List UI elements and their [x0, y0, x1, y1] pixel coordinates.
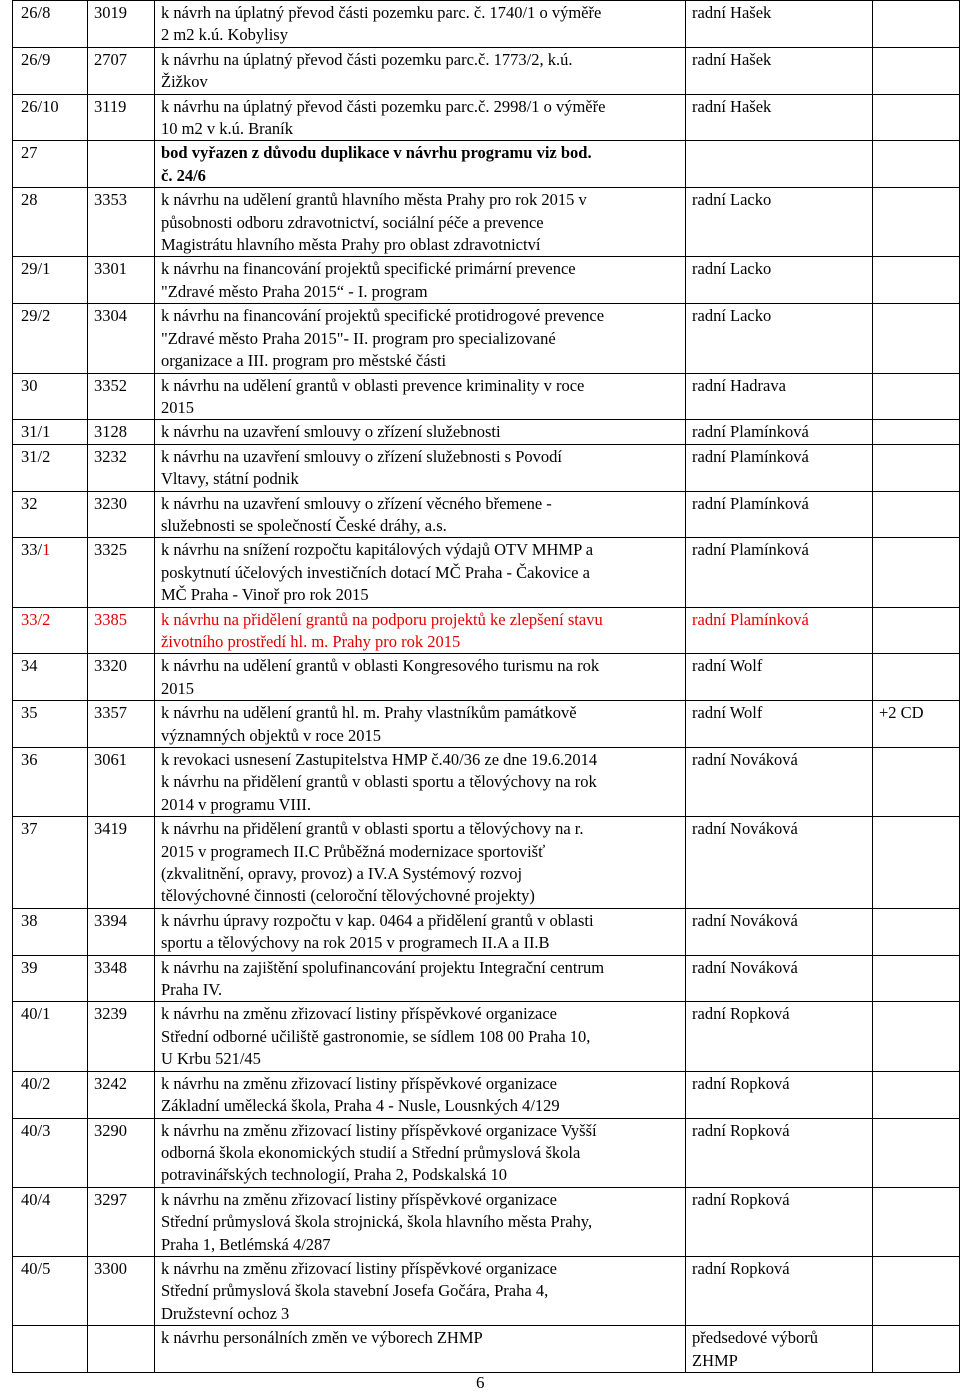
presenter: [686, 420, 873, 444]
presenter: [686, 817, 873, 909]
title-line: bod vyřazen z důvodu duplikace v návrhu programu viz bod.: [161, 143, 592, 163]
agenda-row: [13, 1256, 960, 1325]
extra-note: [873, 1256, 960, 1325]
item-number: [13, 47, 88, 94]
title-line: (zkvalitnění, opravy, provoz) a IV.A Systémový rozvoj: [161, 864, 523, 884]
presenter: [686, 748, 873, 817]
title-line: č. 24/6: [161, 165, 206, 185]
item-number-text: 26/8: [21, 3, 51, 22]
title-line: k návrhu na udělení grantů hlavního města Prahy pro rok 2015 v: [161, 190, 587, 210]
print-number: 3242: [88, 1071, 155, 1118]
presenter: [686, 955, 873, 1002]
title-line: k návrhu na uzavření smlouvy o zřízení služebnosti: [161, 422, 501, 442]
item-title: [155, 817, 686, 909]
title-line: MČ Praha - Vinoř pro rok 2015: [161, 585, 369, 605]
item-title: [155, 1071, 686, 1118]
agenda-row: [13, 607, 960, 654]
presenter: [686, 257, 873, 304]
title-line: U Krbu 521/45: [161, 1049, 261, 1069]
agenda-row: [13, 654, 960, 701]
item-number: [13, 1071, 88, 1118]
print-number: 3019: [88, 1, 155, 48]
item-title: [155, 607, 686, 654]
agenda-row: [13, 955, 960, 1002]
extra-note: [873, 1002, 960, 1071]
print-number: 3301: [88, 257, 155, 304]
title-line: 2 m2 k.ú. Kobylisy: [161, 25, 288, 45]
item-number: [13, 701, 88, 748]
title-line: Vltavy, státní podnik: [161, 469, 299, 489]
item-number-text: 39: [21, 957, 38, 977]
print-number: [88, 1326, 155, 1373]
title-line: k návrhu na financování projektů specifické protidrogové prevence: [161, 306, 605, 326]
item-number-text: 34: [21, 656, 38, 676]
presenter: [686, 701, 873, 748]
title-line: významných objektů v roce 2015: [161, 725, 381, 745]
title-line: k návrhu na udělení grantů v oblasti Kongresového turismu na rok: [161, 656, 600, 676]
extra-note: [873, 420, 960, 444]
item-title: [155, 420, 686, 444]
title-line: Družstevní ochoz 3: [161, 1303, 290, 1323]
agenda-row: [13, 1118, 960, 1187]
presenter: [686, 1071, 873, 1118]
print-number: 3348: [88, 955, 155, 1002]
agenda-row: [13, 1071, 960, 1118]
extra-note: [873, 1326, 960, 1373]
item-number-text: 40/3: [21, 1120, 51, 1140]
title-line: Praha 1, Betlémská 4/287: [161, 1234, 331, 1254]
presenter: [686, 1002, 873, 1071]
title-line: k návrhu na změnu zřizovací listiny příspěvkové organizace Vyšší: [161, 1120, 597, 1140]
extra-note: [873, 94, 960, 141]
title-line: Praha IV.: [161, 980, 223, 1000]
item-number: [13, 420, 88, 444]
item-number: [13, 141, 88, 188]
title-line: sportu a tělovýchovy na rok 2015 v programech II.A a II.B: [161, 933, 550, 953]
presenter-line: radní Nováková: [692, 750, 798, 769]
title-line: k návrhu na změnu zřizovací listiny příspěvkové organizace: [161, 1258, 558, 1278]
presenter-line: radní Hadrava: [692, 375, 786, 395]
extra-note: +2 CD: [873, 701, 960, 748]
item-number: [13, 304, 88, 373]
extra-note: [873, 955, 960, 1002]
title-line: životního prostředí hl. m. Prahy pro rok 2015: [161, 631, 461, 651]
print-number: 3297: [88, 1187, 155, 1256]
extra-note: [873, 141, 960, 188]
presenter-line: radní Wolf: [692, 703, 763, 723]
item-number-text: 38: [21, 910, 38, 930]
title-line: organizace a III. program pro městské části: [161, 351, 447, 371]
extra-note: [873, 1, 960, 48]
extra-note: [873, 47, 960, 94]
presenter-line: radní Lacko: [692, 190, 772, 210]
item-number: [13, 654, 88, 701]
presenter: [686, 94, 873, 141]
agenda-row: [13, 701, 960, 748]
item-title: [155, 908, 686, 955]
item-number-text: 31/2: [21, 446, 51, 466]
title-line: k návrhu na uzavření smlouvy o zřízení služebnosti s Povodí: [161, 446, 562, 466]
agenda-row: [13, 420, 960, 444]
item-title: [155, 1, 686, 48]
item-number-text: 40/5: [21, 1258, 51, 1278]
item-number: [13, 607, 88, 654]
item-number: [13, 1002, 88, 1071]
title-line: Střední průmyslová škola stavební Josefa Gočára, Praha 4,: [161, 1281, 549, 1301]
presenter: [686, 538, 873, 607]
print-number: 3385: [88, 607, 155, 654]
item-number-text: 28: [21, 190, 38, 210]
presenter: [686, 491, 873, 538]
title-line: odborná škola ekonomických studií a Střední průmyslová škola: [161, 1142, 581, 1162]
item-number-text: 36: [21, 750, 38, 769]
extra-note: [873, 257, 960, 304]
presenter-line: radní Hašek: [692, 49, 772, 69]
presenter-line: radní Plamínková: [692, 540, 809, 560]
print-number: 3128: [88, 420, 155, 444]
extra-note: [873, 538, 960, 607]
agenda-row: [13, 1187, 960, 1256]
title-line: k návrhu na zajištění spolufinancování projektu Integrační centrum: [161, 957, 605, 977]
item-title: [155, 257, 686, 304]
agenda-row: [13, 538, 960, 607]
item-number: [13, 817, 88, 909]
page-number: 6: [476, 1373, 485, 1392]
agenda-row: [13, 491, 960, 538]
title-line: služebnosti se společností České dráhy, a.s.: [161, 515, 447, 535]
title-line: k návrhu na udělení grantů hl. m. Prahy vlastníkům památkově: [161, 703, 577, 723]
agenda-row: [13, 257, 960, 304]
print-number: 3061: [88, 748, 155, 817]
title-line: Střední odborné učiliště gastronomie, se sídlem 108 00 Praha 10,: [161, 1026, 591, 1046]
item-number: [13, 444, 88, 491]
item-number-text: 40/2: [21, 1073, 51, 1093]
presenter-line: radní Ropková: [692, 1073, 790, 1093]
item-number-text: 35: [21, 703, 38, 723]
item-title: [155, 444, 686, 491]
item-number: [13, 955, 88, 1002]
presenter-line: radní Ropková: [692, 1120, 790, 1140]
presenter-line: radní Wolf: [692, 656, 763, 676]
agenda-row: [13, 817, 960, 909]
item-title: [155, 701, 686, 748]
print-number: 2707: [88, 47, 155, 94]
agenda-table: [12, 0, 960, 1373]
item-number-text: 33/: [21, 540, 43, 560]
presenter: [686, 908, 873, 955]
presenter: [686, 304, 873, 373]
item-number-text: 29/1: [21, 259, 51, 279]
title-line: "Zdravé město Praha 2015"- II. program pro specializované: [161, 328, 556, 348]
title-line: k návrhu na úplatný převod části pozemku parc.č. 1773/2, k.ú.: [161, 49, 573, 69]
extra-note: [873, 373, 960, 420]
item-number-text: 40/1: [21, 1004, 51, 1024]
title-line: 2015: [161, 397, 194, 417]
presenter: [686, 607, 873, 654]
agenda-row: [13, 908, 960, 955]
item-number: [13, 538, 88, 607]
item-number: [13, 94, 88, 141]
print-number: [88, 141, 155, 188]
title-line: "Zdravé město Praha 2015“ - I. program: [161, 281, 428, 301]
item-title: [155, 94, 686, 141]
extra-note: [873, 188, 960, 257]
presenter: [686, 1, 873, 48]
item-number: [13, 491, 88, 538]
agenda-row: [13, 188, 960, 257]
print-number: 3394: [88, 908, 155, 955]
presenter: [686, 1118, 873, 1187]
item-number-text: 33/2: [21, 609, 51, 629]
title-line: 2015 v programech II.C Průběžná modernizace sportovišť: [161, 841, 546, 861]
item-title: [155, 1002, 686, 1071]
agenda-row: [13, 748, 960, 817]
presenter-line: radní Nováková: [692, 819, 798, 839]
item-number-text: 26/9: [21, 49, 51, 69]
extra-note: [873, 654, 960, 701]
print-number: 3357: [88, 701, 155, 748]
item-title: [155, 141, 686, 188]
extra-note: [873, 908, 960, 955]
item-number: [13, 1187, 88, 1256]
item-number: [13, 188, 88, 257]
title-line: k návrhu na financování projektů specifické primární prevence: [161, 259, 576, 279]
extra-note: [873, 444, 960, 491]
extra-note: [873, 1187, 960, 1256]
item-number: [13, 748, 88, 817]
print-number: 3300: [88, 1256, 155, 1325]
print-number: 3352: [88, 373, 155, 420]
presenter: [686, 141, 873, 188]
item-number: [13, 1, 88, 48]
presenter-line: předsedové výborů: [692, 1328, 819, 1348]
item-title: [155, 955, 686, 1002]
item-title: [155, 373, 686, 420]
agenda-row: [13, 1002, 960, 1071]
title-line: k návrhu na změnu zřizovací listiny příspěvkové organizace: [161, 1189, 558, 1209]
presenter-line: radní Hašek: [692, 96, 772, 116]
extra-note: [873, 1071, 960, 1118]
agenda-row: [13, 141, 960, 188]
extra-note: [873, 817, 960, 909]
print-number: 3119: [88, 94, 155, 141]
print-number: 3419: [88, 817, 155, 909]
presenter: [686, 1256, 873, 1325]
item-number: [13, 1256, 88, 1325]
item-title: [155, 491, 686, 538]
presenter-line: radní Plamínková: [692, 493, 809, 513]
item-number: [13, 1118, 88, 1187]
item-number-text: 27: [21, 143, 38, 163]
item-title: [155, 1326, 686, 1373]
presenter-line: radní Plamínková: [692, 446, 809, 466]
title-line: Magistrátu hlavního města Prahy pro oblast zdravotnictví: [161, 235, 541, 255]
title-line: 2014 v programu VIII.: [161, 794, 311, 814]
title-line: k návrhu na snížení rozpočtu kapitálových výdajů OTV MHMP a: [161, 540, 594, 560]
presenter-line: radní Ropková: [692, 1258, 790, 1278]
item-number-text: 32: [21, 493, 38, 513]
presenter-line: radní Nováková: [692, 957, 798, 977]
print-number: 3239: [88, 1002, 155, 1071]
presenter-line: radní Nováková: [692, 910, 798, 930]
item-title: [155, 1187, 686, 1256]
agenda-row: [13, 1, 960, 48]
presenter-line: ZHMP: [692, 1350, 738, 1370]
presenter-line: radní Lacko: [692, 306, 772, 326]
title-line: k návrhu na udělení grantů v oblasti prevence kriminality v roce: [161, 375, 585, 395]
item-number: [13, 373, 88, 420]
title-line: Žižkov: [161, 72, 208, 92]
agenda-row: [13, 47, 960, 94]
item-title: [155, 304, 686, 373]
presenter: [686, 654, 873, 701]
item-title: [155, 654, 686, 701]
extra-note: [873, 607, 960, 654]
item-number-text: 29/2: [21, 306, 51, 326]
title-line: poskytnutí účelových investičních dotací MČ Praha - Čakovice a: [161, 562, 590, 582]
title-line: k návrhu personálních změn ve výborech ZHMP: [161, 1328, 483, 1348]
item-number-text: 31/1: [21, 422, 51, 442]
title-line: k revokaci usnesení Zastupitelstva HMP č.40/36 ze dne 19.6.2014: [161, 750, 598, 769]
agenda-row: [13, 94, 960, 141]
title-line: působnosti odboru zdravotnictví, sociální péče a prevence: [161, 212, 544, 232]
item-number-text: 30: [21, 375, 38, 395]
title-line: k návrhu na přidělení grantů na podporu projektů ke zlepšení stavu: [161, 609, 603, 629]
extra-note: [873, 491, 960, 538]
presenter-line: radní Ropková: [692, 1004, 790, 1024]
print-number: 3232: [88, 444, 155, 491]
item-title: [155, 188, 686, 257]
title-line: k návrhu úpravy rozpočtu v kap. 0464 a přidělení grantů v oblasti: [161, 910, 594, 930]
title-line: k návrh na úplatný převod části pozemku parc. č. 1740/1 o výměře: [161, 3, 602, 22]
agenda-row: [13, 1326, 960, 1373]
presenter: [686, 373, 873, 420]
title-line: k návrhu na přidělení grantů v oblasti sportu a tělovýchovy na r.: [161, 819, 584, 839]
presenter: [686, 1326, 873, 1373]
item-title: [155, 538, 686, 607]
title-line: k návrhu na uzavření smlouvy o zřízení věcného břemene -: [161, 493, 552, 513]
agenda-row: [13, 444, 960, 491]
title-line: tělovýchovné činnosti (celoroční tělovýchovné projekty): [161, 886, 535, 906]
print-number: 3325: [88, 538, 155, 607]
print-number: 3230: [88, 491, 155, 538]
title-line: k návrhu na úplatný převod části pozemku parc.č. 2998/1 o výměře: [161, 96, 606, 116]
print-number: 3353: [88, 188, 155, 257]
item-title: [155, 748, 686, 817]
title-line: Střední průmyslová škola strojnická, škola hlavního města Prahy,: [161, 1212, 593, 1232]
presenter: [686, 1187, 873, 1256]
print-number: 3290: [88, 1118, 155, 1187]
item-title: [155, 1256, 686, 1325]
title-line: k návrhu na přidělení grantů v oblasti sportu a tělovýchovy na rok: [161, 772, 597, 792]
extra-note: [873, 304, 960, 373]
extra-note: [873, 748, 960, 817]
item-number: [13, 1326, 88, 1373]
print-number: 3320: [88, 654, 155, 701]
presenter-line: radní Plamínková: [692, 609, 809, 629]
agenda-row: [13, 304, 960, 373]
title-line: k návrhu na změnu zřizovací listiny příspěvkové organizace: [161, 1073, 558, 1093]
item-number-text: 37: [21, 819, 38, 839]
title-line: Základní umělecká škola, Praha 4 - Nusle, Lousnkých 4/129: [161, 1096, 560, 1116]
print-number: 3304: [88, 304, 155, 373]
item-number-text: 40/4: [21, 1189, 51, 1209]
item-title: [155, 1118, 686, 1187]
presenter: [686, 47, 873, 94]
presenter-line: radní Plamínková: [692, 422, 809, 442]
presenter-line: radní Ropková: [692, 1189, 790, 1209]
presenter-line: radní Lacko: [692, 259, 772, 279]
item-number-text: 26/10: [21, 96, 59, 116]
extra-note: [873, 1118, 960, 1187]
presenter: [686, 188, 873, 257]
item-number: [13, 257, 88, 304]
presenter-line: radní Hašek: [692, 3, 772, 22]
title-line: k návrhu na změnu zřizovací listiny příspěvkové organizace: [161, 1004, 558, 1024]
item-number-suffix: 1: [42, 540, 51, 560]
title-line: 2015: [161, 678, 194, 698]
title-line: 10 m2 v k.ú. Braník: [161, 119, 293, 139]
agenda-row: [13, 373, 960, 420]
title-line: potravinářských technologií, Praha 2, Podskalská 10: [161, 1165, 507, 1185]
item-title: [155, 47, 686, 94]
presenter: [686, 444, 873, 491]
item-number: [13, 908, 88, 955]
